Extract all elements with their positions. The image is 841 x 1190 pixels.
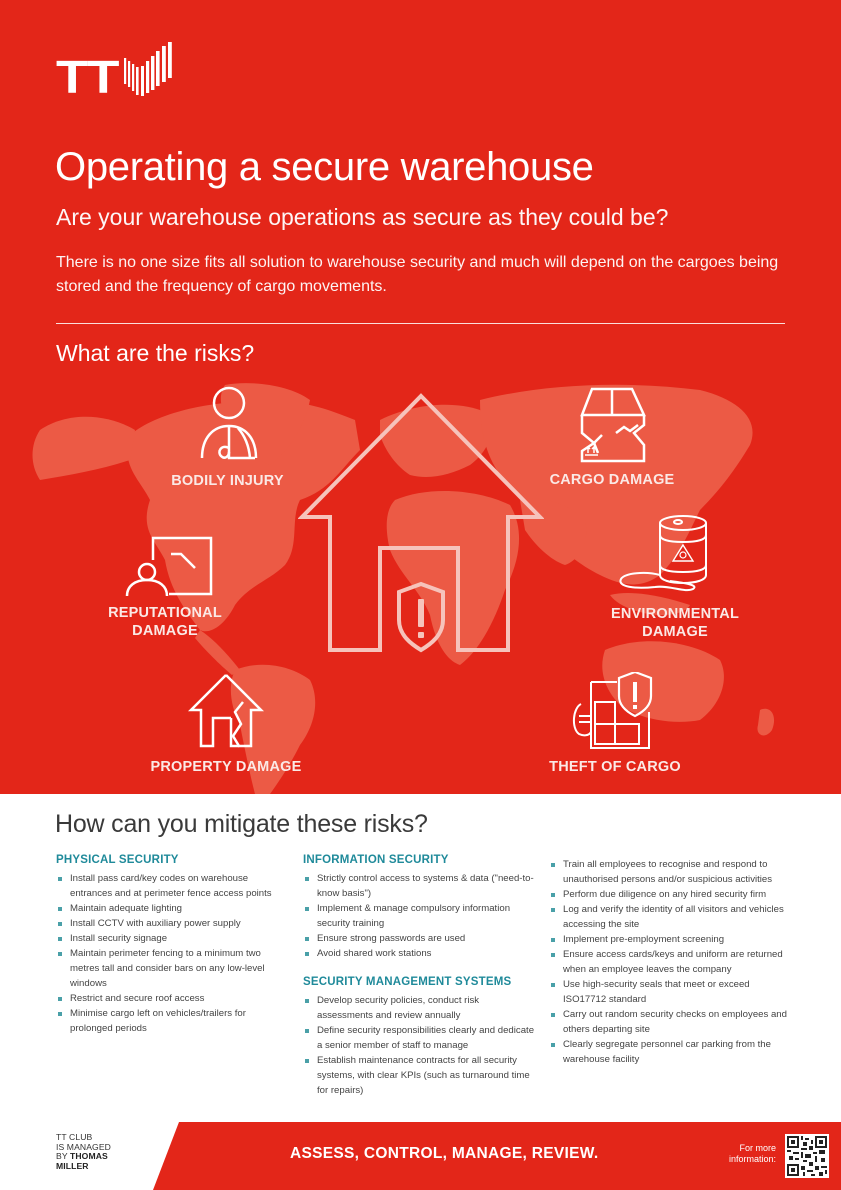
managed-by-text: TT CLUB IS MANAGED BY THOMAS MILLER <box>56 1132 111 1171</box>
personnel-security-list <box>549 857 789 1067</box>
list-item: Maintain adequate lighting <box>56 901 291 916</box>
page-title: Operating a secure warehouse <box>55 145 594 189</box>
information-security-list <box>303 871 535 961</box>
house-shield-icon <box>298 392 544 654</box>
page-subtitle: Are your warehouse operations as secure as they could be? <box>56 204 669 230</box>
risks-heading: What are the risks? <box>56 340 255 366</box>
risk-environmental-damage <box>605 513 745 641</box>
list-item: Define security responsibilities clearly and dedicate a senior member of staff to manage <box>303 1023 535 1053</box>
intro-paragraph: There is no one size fits all solution to warehouse security and much will depend on the cargoes being stored and the frequency of cargo movements. <box>56 254 779 295</box>
information-security-title: INFORMATION SECURITY <box>303 854 449 866</box>
physical-security-list <box>56 871 291 1036</box>
list-item: Minimise cargo left on vehicles/trailers for prolonged periods <box>56 1006 291 1036</box>
risk-label: ENVIRONMENTAL DAMAGE <box>611 606 739 640</box>
list-item: Restrict and secure roof access <box>56 991 291 1006</box>
physical-security-title: PHYSICAL SECURITY <box>56 854 179 866</box>
list-item: Establish maintenance contracts for all security systems, with clear KPIs (such as turnaround time for repairs) <box>303 1053 535 1098</box>
security-management-list <box>303 993 535 1098</box>
risk-reputational-damage <box>105 536 225 640</box>
list-item: Clearly segregate personnel car parking from the warehouse facility <box>549 1037 789 1067</box>
personnel-security-column <box>549 857 789 1067</box>
risk-label: REPUTATIONAL DAMAGE <box>108 605 222 639</box>
list-item: Log and verify the identity of all visitors and vehicles accessing the site <box>549 902 789 932</box>
risk-bodily-injury <box>165 386 290 490</box>
list-item: Install security signage <box>56 931 291 946</box>
risk-label: BODILY INJURY <box>171 473 284 489</box>
checkmark-stripes-icon <box>124 42 182 100</box>
list-item: Carry out random security checks on employees and others departing site <box>549 1007 789 1037</box>
leaking-barrel-icon <box>615 513 715 599</box>
cracked-house-icon <box>187 672 265 752</box>
risk-cargo-damage <box>548 385 676 489</box>
tt-club-logo <box>56 44 182 103</box>
more-info-label: For more information: <box>728 1143 776 1164</box>
list-item: Install pass card/key codes on warehouse entrances and at perimeter fence access points <box>56 871 291 901</box>
qr-code-icon[interactable] <box>785 1134 829 1178</box>
list-item: Develop security policies, conduct risk assessments and review annually <box>303 993 535 1023</box>
injured-person-icon <box>193 386 263 466</box>
list-item: Implement pre-employment screening <box>549 932 789 947</box>
risk-theft-of-cargo <box>545 672 685 776</box>
list-item: Implement & manage compulsory information security training <box>303 901 535 931</box>
physical-security-column <box>56 853 291 1036</box>
risk-label: PROPERTY DAMAGE <box>150 759 302 775</box>
list-item: Avoid shared work stations <box>303 946 535 961</box>
risk-label: CARGO DAMAGE <box>549 472 675 488</box>
declining-chart-person-icon <box>119 536 215 598</box>
list-item: Maintain perimeter fencing to a minimum two metres tall and consider bars on any low-level windows <box>56 946 291 991</box>
list-item: Train all employees to recognise and respond to unauthorised persons and/or suspicious activities <box>549 857 789 887</box>
mitigation-heading: How can you mitigate these risks? <box>55 810 428 838</box>
list-item: Ensure access cards/keys and uniform are returned when an employee leaves the company <box>549 947 789 977</box>
logo-text: TT <box>56 51 119 103</box>
damaged-box-icon <box>574 385 650 465</box>
list-item: Use high-security seals that meet or exceed ISO17712 standard <box>549 977 789 1007</box>
list-item: Strictly control access to systems & data ("need-to-know basis") <box>303 871 535 901</box>
security-management-title: SECURITY MANAGEMENT SYSTEMS <box>303 976 512 988</box>
risk-label: THEFT OF CARGO <box>549 759 681 775</box>
footer-slogan: ASSESS, CONTROL, MANAGE, REVIEW. <box>290 1145 599 1162</box>
information-security-column <box>303 853 535 1098</box>
section-divider <box>56 323 785 324</box>
risk-property-damage <box>146 672 306 776</box>
list-item: Ensure strong passwords are used <box>303 931 535 946</box>
thief-warehouse-icon <box>569 672 661 752</box>
list-item: Perform due diligence on any hired security firm <box>549 887 789 902</box>
list-item: Install CCTV with auxiliary power supply <box>56 916 291 931</box>
